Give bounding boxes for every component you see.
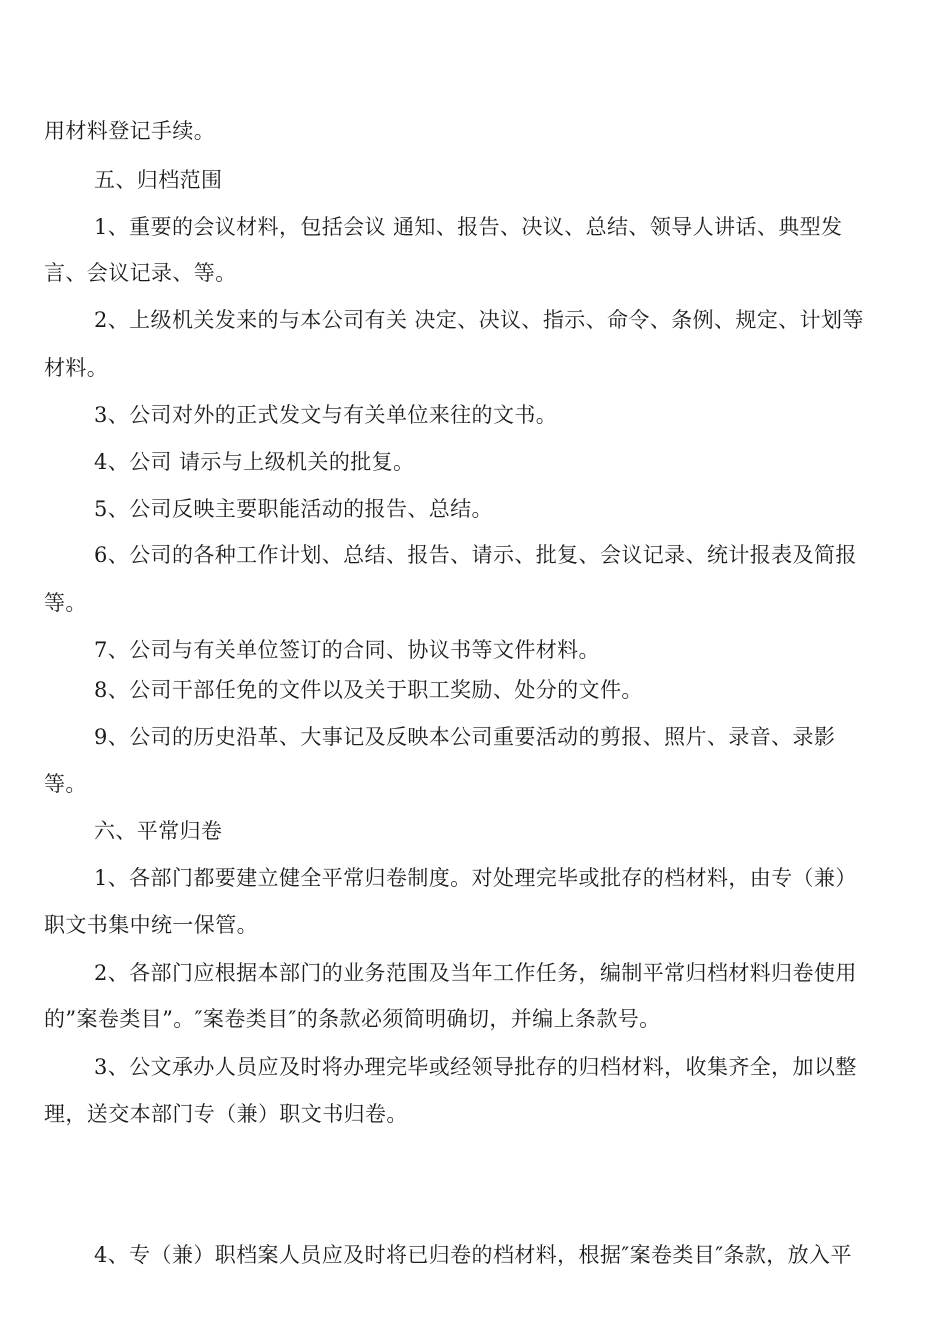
- list-item-8: 8、公司干部任免的文件以及关于职工奖励、处分的文件。: [94, 678, 643, 702]
- section-heading-archiving-scope: 五、归档范围: [94, 168, 223, 192]
- list-item-4: 4、公司 请示与上级机关的批复。: [94, 450, 415, 474]
- rule-item-3-line-2: 理，送交本部门专（兼）职文书归卷。: [44, 1102, 408, 1126]
- list-item-6-line-2: 等。: [44, 591, 87, 615]
- rule-item-2-line-1: 2、各部门应根据本部门的业务范围及当年工作任务，编制平常归档材料归卷使用: [94, 961, 857, 985]
- list-item-3: 3、公司对外的正式发文与有关单位来往的文书。: [94, 403, 558, 427]
- rule-item-1-line-2: 职文书集中统一保管。: [44, 913, 258, 937]
- rule-item-4-line-1: 4、专（兼）职档案人员应及时将已归卷的档材料，根据″案卷类目″条款，放入平: [94, 1243, 852, 1267]
- list-item-1-line-2: 言、会议记录、等。: [44, 261, 237, 285]
- list-item-7: 7、公司与有关单位签订的合同、协议书等文件材料。: [94, 638, 600, 662]
- list-item-6-line-1: 6、公司的各种工作计划、总结、报告、请示、批复、会议记录、统计报表及简报: [94, 543, 857, 567]
- section-heading-regular-filing: 六、平常归卷: [94, 819, 223, 843]
- rule-item-3-line-1: 3、公文承办人员应及时将办理完毕或经领导批存的归档材料，收集齐全，加以整: [94, 1055, 857, 1079]
- list-item-9-line-1: 9、公司的历史沿革、大事记及反映本公司重要活动的剪报、照片、录音、录影: [94, 725, 836, 749]
- list-item-1-line-1: 1、重要的会议材料，包括会议 通知、报告、决议、总结、领导人讲话、典型发: [94, 215, 843, 239]
- list-item-2-line-2: 材料。: [44, 356, 109, 380]
- text-line-continuation: 用材料登记手续。: [44, 119, 216, 143]
- list-item-5: 5、公司反映主要职能活动的报告、总结。: [94, 497, 493, 521]
- rule-item-1-line-1: 1、各部门都要建立健全平常归卷制度。对处理完毕或批存的档材料，由专（兼）: [94, 866, 857, 890]
- list-item-2-line-1: 2、上级机关发来的与本公司有关 决定、决议、指示、命令、条例、规定、计划等: [94, 308, 864, 332]
- rule-item-2-line-2: 的”案卷类目”。″案卷类目″的条款必须简明确切，并编上条款号。: [44, 1007, 661, 1031]
- list-item-9-line-2: 等。: [44, 772, 87, 796]
